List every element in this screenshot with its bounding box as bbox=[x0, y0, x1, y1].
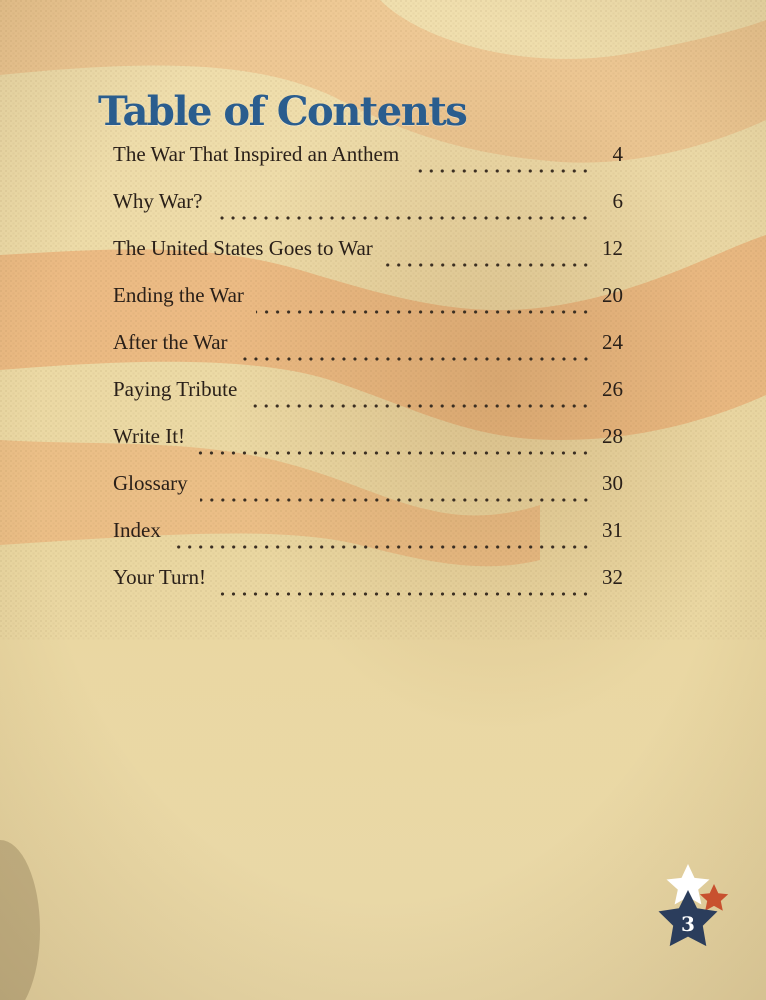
toc-entry[interactable] bbox=[113, 518, 623, 565]
toc-entry[interactable] bbox=[113, 377, 623, 424]
page-title: Table of Contents bbox=[98, 88, 467, 135]
toc-entry[interactable] bbox=[113, 189, 623, 236]
toc-entry-page: 24 bbox=[602, 330, 623, 354]
dot-leader bbox=[214, 216, 591, 220]
toc-entry[interactable] bbox=[113, 471, 623, 518]
toc-entry-title: The United States Goes to War bbox=[113, 236, 373, 260]
toc-entry-title: The War That Inspired an Anthem bbox=[113, 142, 400, 166]
dot-leader bbox=[197, 451, 591, 455]
toc-entry-page: 12 bbox=[602, 236, 623, 260]
toc-entry-title: Index bbox=[113, 518, 161, 542]
toc-entry-title: Write It! bbox=[113, 424, 186, 448]
dot-leader bbox=[240, 357, 591, 361]
toc-entry-title: After the War bbox=[113, 330, 228, 354]
dot-leader bbox=[249, 404, 591, 408]
toc-entry-page: 6 bbox=[612, 189, 623, 213]
toc-entry[interactable] bbox=[113, 142, 623, 189]
dot-leader bbox=[200, 498, 591, 502]
toc-entry-page: 4 bbox=[612, 142, 623, 166]
star-badge bbox=[652, 862, 734, 960]
toc-entry-page: 28 bbox=[602, 424, 623, 448]
toc-entry[interactable] bbox=[113, 236, 623, 283]
dot-leader bbox=[218, 592, 591, 596]
toc-entry-page: 20 bbox=[602, 283, 623, 307]
toc-entry-page: 32 bbox=[602, 565, 623, 589]
toc-entry-title: Paying Tribute bbox=[113, 377, 238, 401]
toc-list bbox=[113, 142, 623, 612]
toc-entry[interactable] bbox=[113, 330, 623, 377]
red-star-icon bbox=[700, 884, 728, 911]
toc-entry[interactable] bbox=[113, 283, 623, 330]
toc-entry-page: 31 bbox=[602, 518, 623, 542]
toc-entry-title: Ending the War bbox=[113, 283, 244, 307]
toc-entry[interactable] bbox=[113, 424, 623, 471]
page-number: 3 bbox=[681, 912, 695, 936]
dot-leader bbox=[173, 545, 591, 549]
toc-entry-title: Why War? bbox=[113, 189, 203, 213]
dot-leader bbox=[256, 310, 591, 314]
dot-leader bbox=[385, 263, 591, 267]
toc-entry-title: Glossary bbox=[113, 471, 188, 495]
toc-entry-page: 30 bbox=[602, 471, 623, 495]
dot-leader bbox=[411, 169, 591, 173]
toc-entry-page: 26 bbox=[602, 377, 623, 401]
toc-entry[interactable] bbox=[113, 565, 623, 612]
toc-entry-title: Your Turn! bbox=[113, 565, 207, 589]
